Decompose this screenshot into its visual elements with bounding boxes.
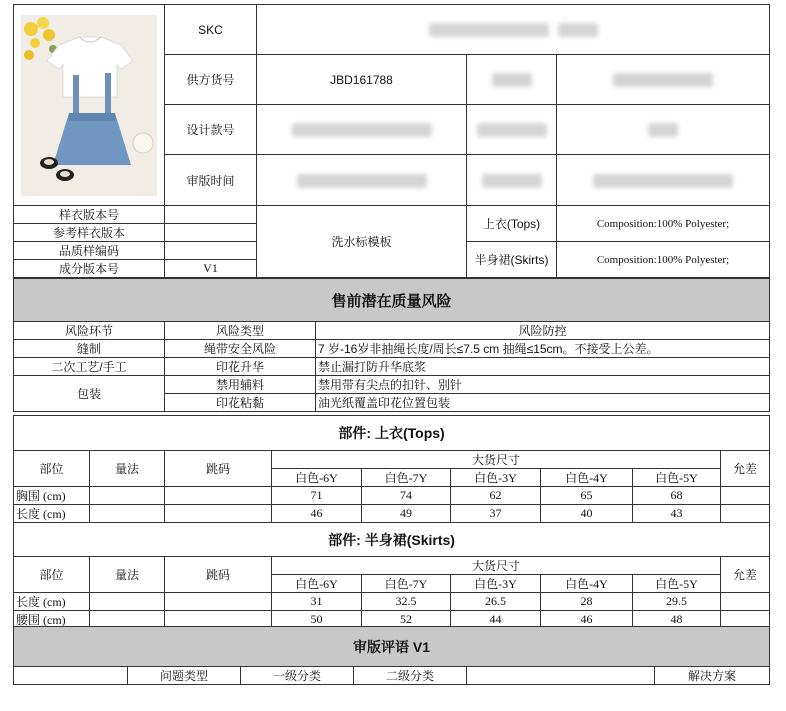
risk-col-type: 风险类型 — [165, 322, 316, 340]
risk-row-type: 绳带安全风险 — [165, 340, 316, 358]
skirts-size-header: 白色-3Y — [451, 575, 541, 593]
risk-row-type: 印花升华 — [165, 358, 316, 376]
skirts-col-method: 量法 — [90, 557, 165, 593]
review-col-level2: 二级分类 — [354, 667, 467, 685]
skirts-col-position: 部位 — [14, 557, 90, 593]
risk-row-stage: 缝制 — [14, 340, 165, 358]
review-section-title: 审版评语 V1 — [14, 627, 770, 667]
risk-row-control: 禁用带有尖点的扣针、别针 — [316, 376, 770, 394]
supplier-extra-1 — [467, 55, 557, 105]
product-photo — [14, 5, 165, 206]
risk-row-control: 油光纸覆盖印花位置包装 — [316, 394, 770, 412]
tops-row-value: 71 — [272, 487, 362, 505]
risk-row-stage: 包装 — [14, 376, 165, 412]
tops-row-tolerance — [721, 505, 770, 523]
risk-col-stage: 风险环节 — [14, 322, 165, 340]
tops-label: 上衣(Tops) — [467, 206, 557, 242]
header-table — [13, 4, 770, 206]
skirts-size-header: 白色-4Y — [541, 575, 633, 593]
skirts-row-value: 26.5 — [451, 593, 541, 611]
wash-label-template: 洗水标模板 — [257, 206, 467, 278]
risk-row-stage: 二次工艺/手工 — [14, 358, 165, 376]
supplier-extra-2 — [557, 55, 770, 105]
skirts-section-title: 部件: 半身裙(Skirts) — [14, 523, 770, 557]
sample-version-label: 样衣版本号 — [14, 206, 165, 224]
tops-row-value: 65 — [541, 487, 633, 505]
tops-row-value: 49 — [362, 505, 451, 523]
tops-row-value: 37 — [451, 505, 541, 523]
tops-table — [13, 415, 770, 523]
skirts-row-position: 腰围 (cm) — [14, 611, 90, 629]
skirts-row-method — [90, 593, 165, 611]
composition-version-label: 成分版本号 — [14, 260, 165, 278]
skc-label: SKC — [165, 5, 257, 55]
supplier-no-value: JBD161788 — [257, 55, 467, 105]
design-no-value — [257, 105, 467, 155]
skirts-size-header: 白色-7Y — [362, 575, 451, 593]
risk-row-type: 印花粘黏 — [165, 394, 316, 412]
tops-size-header: 白色-4Y — [541, 469, 633, 487]
skirts-row-jump — [165, 593, 272, 611]
tops-col-tolerance: 允差 — [721, 451, 770, 487]
skirts-row-value: 50 — [272, 611, 362, 629]
tops-col-bulk: 大货尺寸 — [272, 451, 721, 469]
risk-row-control: 7 岁-16岁非抽绳长度/周长≤7.5 cm 抽绳≤15cm。不接受上公差。 — [316, 340, 770, 358]
tops-col-jump: 跳码 — [165, 451, 272, 487]
tops-row-method — [90, 505, 165, 523]
review-time-label: 审版时间 — [165, 155, 257, 206]
skirts-row-position: 长度 (cm) — [14, 593, 90, 611]
tops-col-method: 量法 — [90, 451, 165, 487]
quality-sample-code-label: 品质样编码 — [14, 242, 165, 260]
skirts-row-value: 31 — [272, 593, 362, 611]
skirts-size-header: 白色-5Y — [633, 575, 721, 593]
review-extra-2 — [557, 155, 770, 206]
tops-size-header: 白色-6Y — [272, 469, 362, 487]
review-col-issue-type: 问题类型 — [128, 667, 241, 685]
skirts-row-tolerance — [721, 593, 770, 611]
skirts-row-value: 44 — [451, 611, 541, 629]
tops-row-position: 胸围 (cm) — [14, 487, 90, 505]
design-extra-1 — [467, 105, 557, 155]
skirts-row-value: 32.5 — [362, 593, 451, 611]
tops-row-value: 62 — [451, 487, 541, 505]
skirts-table — [13, 522, 770, 629]
sample-version-value — [165, 206, 257, 224]
tops-size-header: 白色-5Y — [633, 469, 721, 487]
quality-sample-code-value — [165, 242, 257, 260]
skirts-label: 半身裙(Skirts) — [467, 242, 557, 278]
risk-section-title: 售前潜在质量风险 — [14, 279, 770, 322]
skirts-row-value: 52 — [362, 611, 451, 629]
risk-row-type: 禁用辅料 — [165, 376, 316, 394]
version-table — [13, 205, 770, 278]
risk-col-control: 风险防控 — [316, 322, 770, 340]
tops-row-jump — [165, 487, 272, 505]
review-table — [13, 626, 770, 685]
tops-size-header: 白色-7Y — [362, 469, 451, 487]
ref-sample-version-label: 参考样衣版本 — [14, 224, 165, 242]
skirts-row-value: 29.5 — [633, 593, 721, 611]
skirts-col-jump: 跳码 — [165, 557, 272, 593]
design-extra-2 — [557, 105, 770, 155]
tops-col-position: 部位 — [14, 451, 90, 487]
design-no-label: 设计款号 — [165, 105, 257, 155]
review-col-level1: 一级分类 — [241, 667, 354, 685]
tops-row-tolerance — [721, 487, 770, 505]
review-extra-1 — [467, 155, 557, 206]
skirts-col-tolerance: 允差 — [721, 557, 770, 593]
skirts-row-value: 46 — [541, 611, 633, 629]
ref-sample-version-value — [165, 224, 257, 242]
skirts-col-bulk: 大货尺寸 — [272, 557, 721, 575]
skc-value — [257, 5, 770, 55]
supplier-no-label: 供方货号 — [165, 55, 257, 105]
tops-row-value: 68 — [633, 487, 721, 505]
skirts-composition: Composition:100% Polyester; — [557, 242, 770, 278]
tops-row-position: 长度 (cm) — [14, 505, 90, 523]
risk-table — [13, 278, 770, 412]
review-time-value — [257, 155, 467, 206]
tops-row-jump — [165, 505, 272, 523]
skirts-size-header: 白色-6Y — [272, 575, 362, 593]
review-col-solution: 解决方案 — [655, 667, 770, 685]
tops-row-value: 46 — [272, 505, 362, 523]
composition-version-value: V1 — [165, 260, 257, 278]
tops-size-header: 白色-3Y — [451, 469, 541, 487]
product-image — [21, 15, 157, 196]
tops-section-title: 部件: 上衣(Tops) — [14, 416, 770, 451]
tops-row-value: 74 — [362, 487, 451, 505]
tops-composition: Composition:100% Polyester; — [557, 206, 770, 242]
skirts-row-value: 28 — [541, 593, 633, 611]
tops-row-value: 40 — [541, 505, 633, 523]
review-col-blank — [467, 667, 655, 685]
skirts-row-value: 48 — [633, 611, 721, 629]
tops-row-value: 43 — [633, 505, 721, 523]
review-col-blank — [14, 667, 128, 685]
tops-row-method — [90, 487, 165, 505]
risk-row-control: 禁止漏打防升华底浆 — [316, 358, 770, 376]
